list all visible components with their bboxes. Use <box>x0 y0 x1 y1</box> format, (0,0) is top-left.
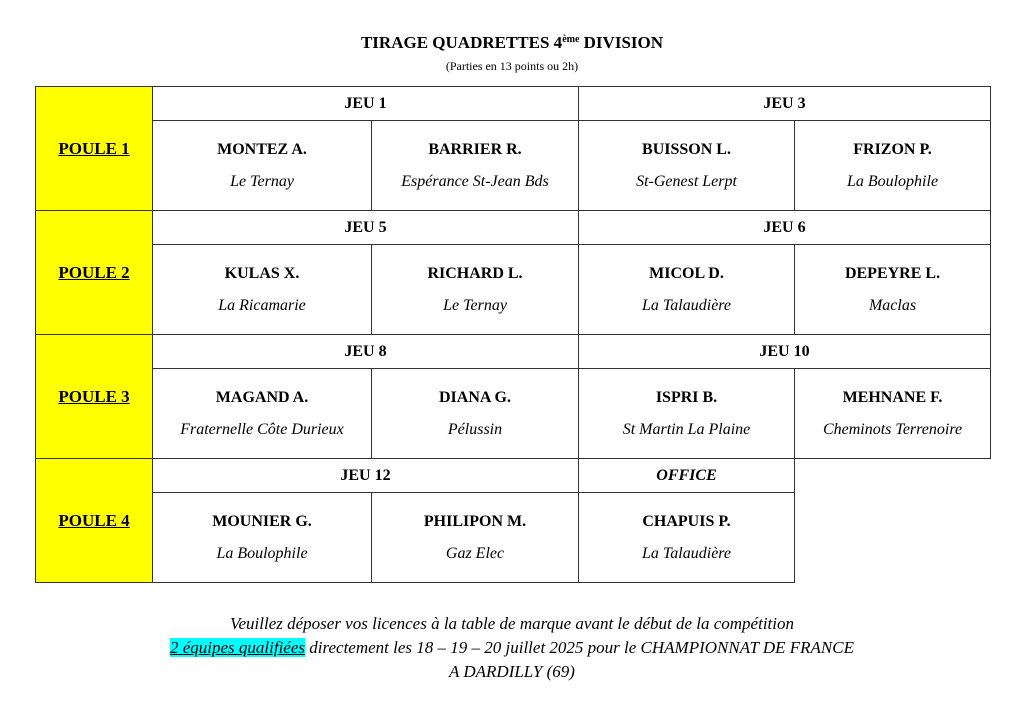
poule-label: POULE 2 <box>36 211 153 335</box>
player-cell <box>579 493 795 583</box>
player-name: MAGAND A. <box>215 388 309 406</box>
player-cell <box>579 245 795 335</box>
player-club: Fraternelle Côte Durieux <box>180 420 344 438</box>
jeu-label: JEU 3 <box>579 87 991 121</box>
jeu-label: JEU 1 <box>153 87 579 121</box>
draw-table <box>35 86 991 583</box>
player-name: PHILIPON M. <box>423 512 527 530</box>
table-row <box>36 211 991 245</box>
player-club: Espérance St-Jean Bds <box>401 172 549 190</box>
page-title: TIRAGE QUADRETTES 4ème DIVISION <box>360 33 664 52</box>
player-cell <box>795 121 991 211</box>
player-name: MONTEZ A. <box>217 140 307 158</box>
qualification-note: 2 équipes qualifiées directement les 18 – 19 – 20 juillet 2025 pour le CHAMPIONNAT DE FRANCE <box>169 638 854 657</box>
player-cell <box>372 245 579 335</box>
player-name: MICOL D. <box>649 264 724 282</box>
table-row <box>36 335 991 369</box>
player-club: St Martin La Plaine <box>622 420 751 438</box>
footer-notes <box>0 612 1024 684</box>
player-cell <box>153 121 372 211</box>
player-cell <box>579 369 795 459</box>
empty-cell <box>795 459 991 583</box>
table-row <box>36 245 991 335</box>
jeu-label: JEU 12 <box>153 459 579 493</box>
jeu-label: JEU 5 <box>153 211 579 245</box>
licence-note: Veuillez déposer vos licences à la table de marque avant le début de la compétition <box>229 614 794 633</box>
player-club: Le Ternay <box>230 172 294 190</box>
jeu-label: JEU 6 <box>579 211 991 245</box>
player-name: MOUNIER G. <box>212 512 312 530</box>
player-name: BUISSON L. <box>642 140 731 158</box>
player-name: MEHNANE F. <box>842 388 943 406</box>
player-name: RICHARD L. <box>427 264 523 282</box>
poule-label: POULE 4 <box>36 459 153 583</box>
player-club: La Talaudière <box>641 296 732 314</box>
player-club: Le Ternay <box>443 296 507 314</box>
jeu-label: JEU 10 <box>579 335 991 369</box>
player-club: St-Genest Lerpt <box>636 172 737 190</box>
poule-label: POULE 1 <box>36 87 153 211</box>
player-club: Pélussin <box>447 420 503 438</box>
player-cell <box>372 369 579 459</box>
highlighted-text: 2 équipes qualifiées <box>169 638 306 657</box>
player-club: La Boulophile <box>846 172 939 190</box>
table-row <box>36 121 991 211</box>
player-name: BARRIER R. <box>428 140 522 158</box>
player-cell <box>153 245 372 335</box>
player-cell <box>795 369 991 459</box>
table-row <box>36 87 991 121</box>
table-row <box>36 369 991 459</box>
table-row <box>36 459 991 493</box>
office-label: OFFICE <box>579 459 795 493</box>
player-club: La Boulophile <box>216 544 308 562</box>
player-name: KULAS X. <box>224 264 300 282</box>
player-cell <box>795 245 991 335</box>
player-name: ISPRI B. <box>655 388 718 406</box>
player-club: La Talaudière <box>641 544 732 562</box>
player-cell <box>372 121 579 211</box>
player-name: FRIZON P. <box>853 140 932 158</box>
player-cell <box>372 493 579 583</box>
player-club: Maclas <box>868 296 917 314</box>
player-name: DIANA G. <box>438 388 511 406</box>
player-club: La Ricamarie <box>218 296 306 314</box>
player-name: DEPEYRE L. <box>844 264 941 282</box>
jeu-label: JEU 8 <box>153 335 579 369</box>
player-cell <box>579 121 795 211</box>
player-club: Gaz Elec <box>445 544 505 562</box>
player-club: Cheminots Terrenoire <box>822 420 963 438</box>
player-cell <box>153 369 372 459</box>
poule-label: POULE 3 <box>36 335 153 459</box>
player-name: CHAPUIS P. <box>642 512 731 530</box>
venue-note: A DARDILLY (69) <box>449 662 575 681</box>
page-subtitle: (Parties en 13 points ou 2h) <box>445 59 579 73</box>
player-cell <box>153 493 372 583</box>
